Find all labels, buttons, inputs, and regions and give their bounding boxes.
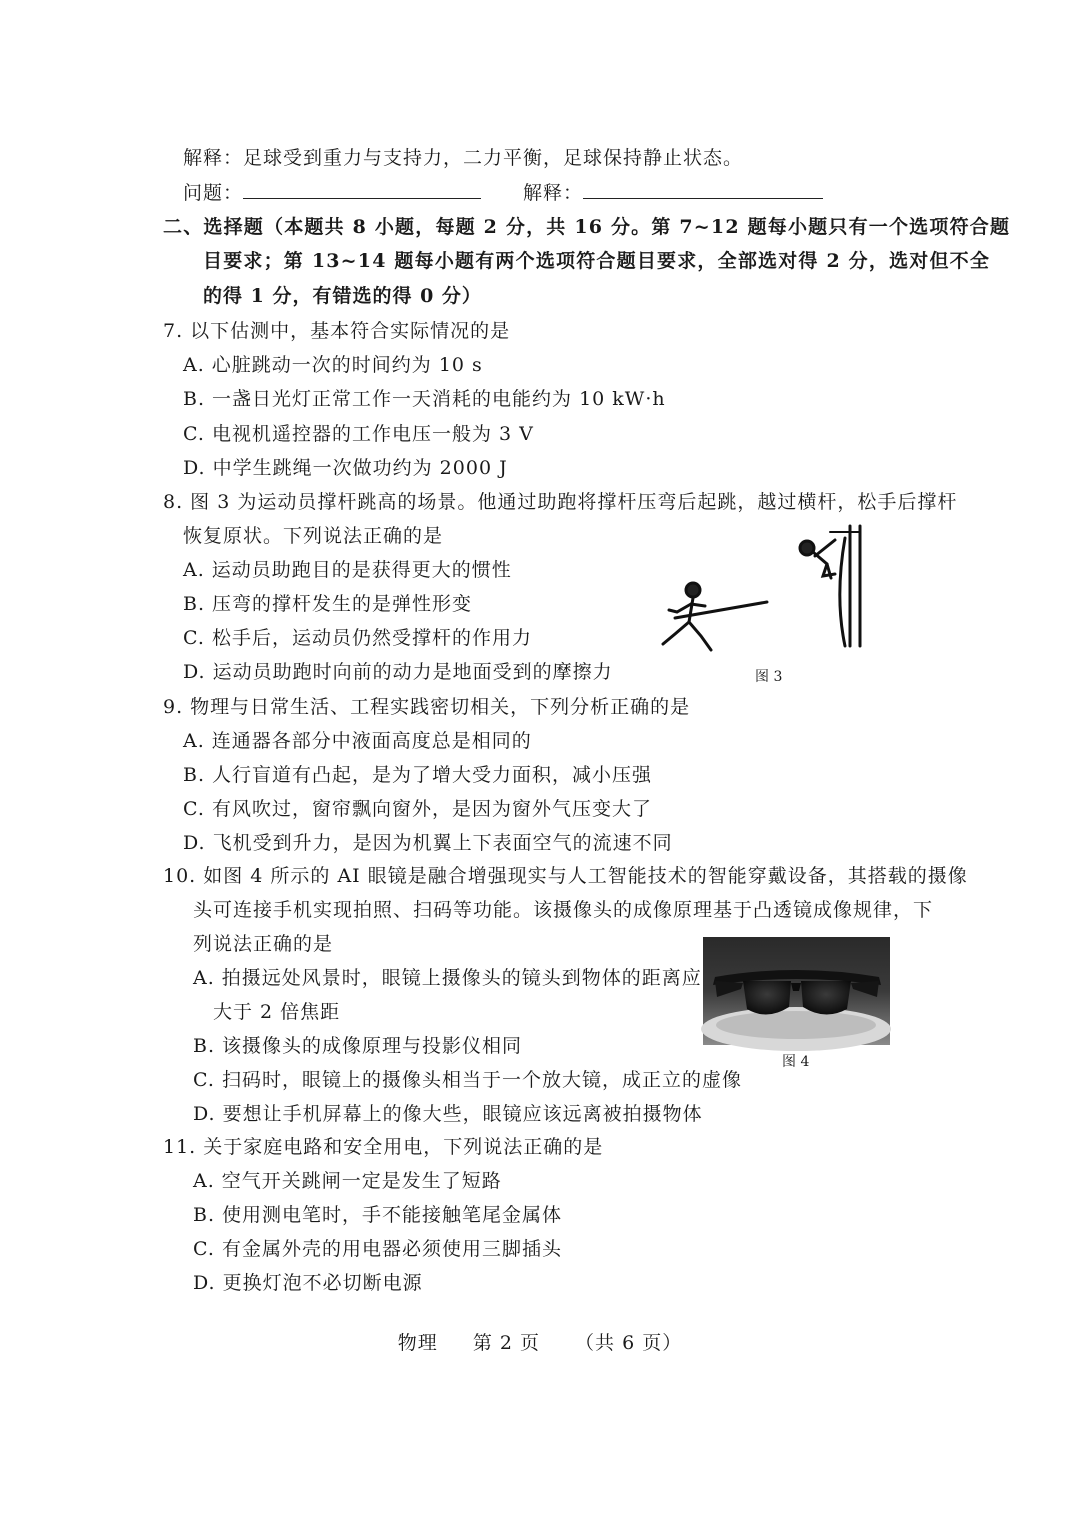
q11-option-d: D. 更换灯泡不必切断电源 <box>193 1272 423 1294</box>
footer-total-pages: （共 6 页） <box>575 1332 683 1354</box>
q10-stem-line2: 头可连接手机实现拍照、扫码等功能。该摄像头的成像原理基于凸透镜成像规律，下 <box>193 899 934 921</box>
pole-vault-figure <box>655 518 895 668</box>
q8-stem-line2: 恢复原状。下列说法正确的是 <box>183 525 444 547</box>
example-explanation: 解释：足球受到重力与支持力，二力平衡，足球保持静止状态。 <box>183 147 744 169</box>
q8-option-a: A. 运动员助跑目的是获得更大的惯性 <box>183 559 512 581</box>
q9-option-d: D. 飞机受到升力，是因为机翼上下表面空气的流速不同 <box>183 832 673 854</box>
q8-stem-line1: 8. 图 3 为运动员撑杆跳高的场景。他通过助跑将撑杆压弯后起跳，越过横杆，松手后撑杆 <box>163 491 958 513</box>
q10-option-b: B. 该摄像头的成像原理与投影仪相同 <box>193 1035 523 1057</box>
q10-stem-line1: 10. 如图 4 所示的 AI 眼镜是融合增强现实与人工智能技术的智能穿戴设备，其搭载的摄像 <box>163 865 968 887</box>
footer-subject: 物理 <box>397 1332 438 1354</box>
q10-option-a-line2: 大于 2 倍焦距 <box>213 1001 341 1023</box>
q10-option-a-line1: A. 拍摄远处风景时，眼镜上摄像头的镜头到物体的距离应 <box>193 967 702 989</box>
page-footer <box>0 1328 1080 1355</box>
question-label: 问题： <box>183 182 244 204</box>
q9-option-c: C. 有风吹过，窗帘飘向窗外，是因为窗外气压变大了 <box>183 798 652 820</box>
section-header-line2: 目要求；第 13~14 题每小题有两个选项符合题目要求，全部选对得 2 分，选对但不全 <box>203 250 991 272</box>
figure-4-label: 图 4 <box>782 1054 810 1070</box>
q11-stem: 11. 关于家庭电路和安全用电，下列说法正确的是 <box>163 1136 604 1158</box>
q11-option-b: B. 使用测电笔时，手不能接触笔尾金属体 <box>193 1204 563 1226</box>
vaulter-illustration <box>800 526 860 646</box>
q11-option-a: A. 空气开关跳闸一定是发生了短路 <box>193 1170 502 1192</box>
q11-option-c: C. 有金属外壳的用电器必须使用三脚插头 <box>193 1238 562 1260</box>
q7-option-b: B. 一盏日光灯正常工作一天消耗的电能约为 10 kW·h <box>183 388 666 410</box>
footer-page-number: 第 2 页 <box>472 1332 540 1354</box>
figure-3-label: 图 3 <box>755 669 783 685</box>
explanation-label: 解释： <box>523 182 584 204</box>
ai-glasses-photo <box>703 937 890 1045</box>
q10-stem-line3: 列说法正确的是 <box>193 933 334 955</box>
q9-option-a: A. 连通器各部分中液面高度总是相同的 <box>183 730 532 752</box>
q10-option-d: D. 要想让手机屏幕上的像大些，眼镜应该远离被拍摄物体 <box>193 1103 703 1125</box>
q7-option-c: C. 电视机遥控器的工作电压一般为 3 V <box>183 423 534 445</box>
q8-option-d: D. 运动员助跑时向前的动力是地面受到的摩擦力 <box>183 661 613 683</box>
q8-option-c: C. 松手后，运动员仍然受撑杆的作用力 <box>183 627 532 649</box>
q7-option-a: A. 心脏跳动一次的时间约为 10 s <box>183 354 483 376</box>
q9-option-b: B. 人行盲道有凸起，是为了增大受力面积，减小压强 <box>183 764 653 786</box>
question-answer-row <box>183 180 823 206</box>
q9-stem: 9. 物理与日常生活、工程实践密切相关，下列分析正确的是 <box>163 696 691 718</box>
q7-option-d: D. 中学生跳绳一次做功约为 2000 J <box>183 457 508 479</box>
runner-illustration <box>663 583 767 650</box>
q7-stem: 7. 以下估测中，基本符合实际情况的是 <box>163 320 511 342</box>
explanation-blank[interactable] <box>583 180 823 199</box>
section-header-line1: 二、选择题（本题共 8 小题，每题 2 分，共 16 分。第 7~12 题每小题只有一个选项符合题 <box>163 216 1011 238</box>
question-blank[interactable] <box>243 180 481 199</box>
q8-option-b: B. 压弯的撑杆发生的是弹性形变 <box>183 593 473 615</box>
q10-option-c: C. 扫码时，眼镜上的摄像头相当于一个放大镜，成正立的虚像 <box>193 1069 742 1091</box>
section-header-line3: 的得 1 分，有错选的得 0 分） <box>203 285 482 307</box>
